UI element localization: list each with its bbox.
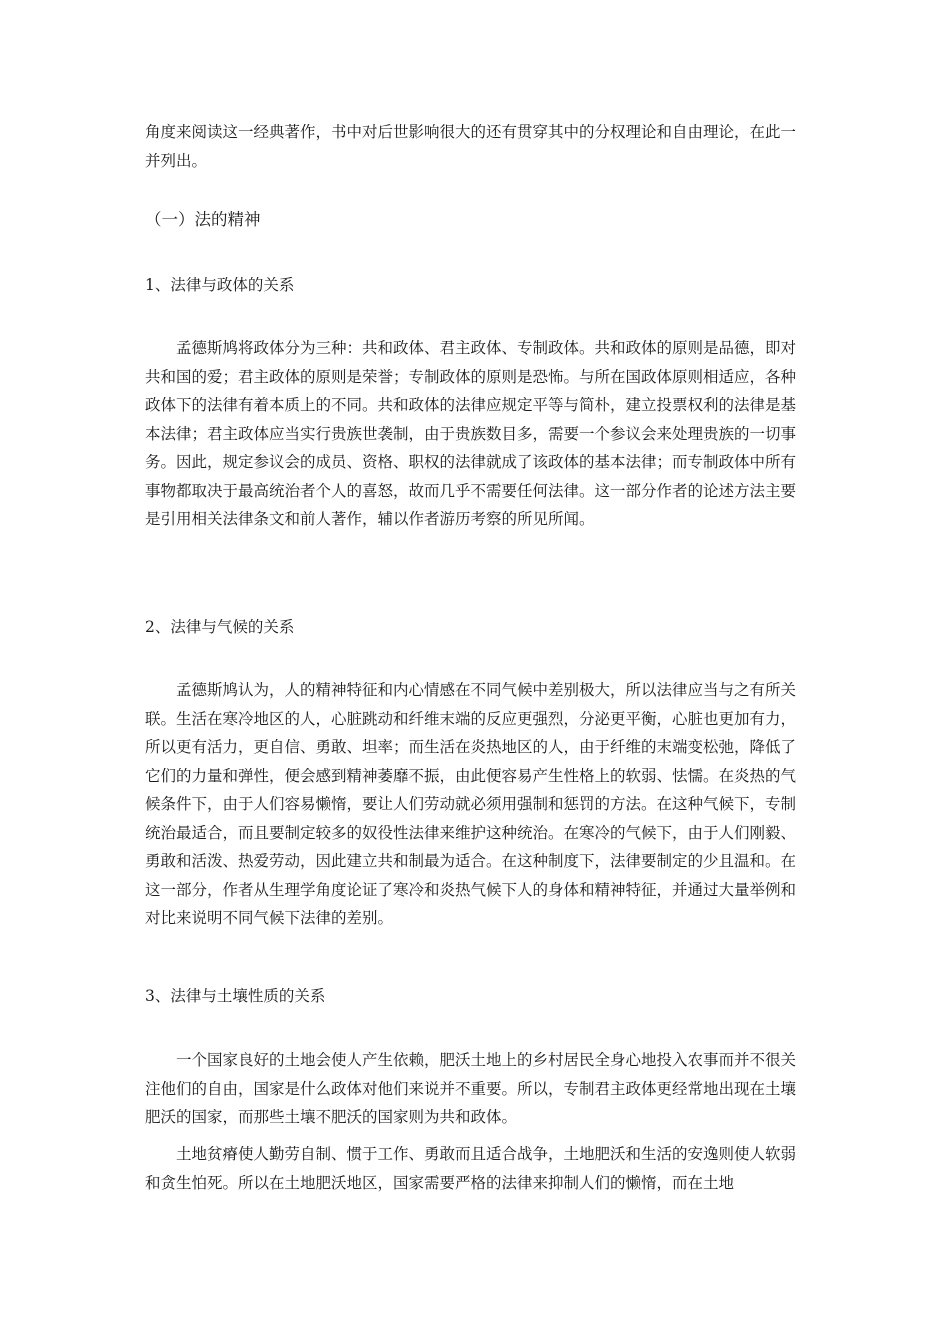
- subsection-heading-2: 2、法律与气候的关系: [145, 618, 295, 636]
- paragraph-climate: 孟德斯鸠认为，人的精神特征和内心情感在不同气候中差别极大，所以法律应当与之有所关联。生活在寒冷地区的人，心脏跳动和纤维末端的反应更强烈，分泌更平衡，心脏也更加有力，所以更有活力，更自信、勇敢、坦率；而生活在炎热地区的人，由于纤维的末端变松弛，降低了它们的力量和弹性，便会感到精神萎靡不振，由此便容易产生性格上的软弱、怯懦。在炎热的气候条件下，由于人们容易懒惰，要让人们劳动就必须用强制和惩罚的方法。在这种气候下，专制统治最适合，而且要制定较多的奴役性法律来维护这种统治。在寒冷的气候下，由于人们刚毅、勇敢和活泼、热爱劳动，因此建立共和制最为适合。在这种制度下，法律要制定的少且温和。在这一部分，作者从生理学角度论证了寒冷和炎热气候下人的身体和精神特征，并通过大量举例和对比来说明不同气候下法律的差别。: [145, 681, 797, 927]
- subsection-heading-3: 3、法律与土壤性质的关系: [145, 987, 326, 1005]
- subsection-heading-1: 1、法律与政体的关系: [145, 276, 295, 294]
- paragraph-soil-2: 土地贫瘠使人勤劳自制、惯于工作、勇敢而且适合战争，土地肥沃和生活的安逸则使人软弱和贪生怕死。所以在土地肥沃地区，国家需要严格的法律来抑制人们的懒惰，而在土地: [145, 1145, 797, 1192]
- section-heading: （一）法的精神: [145, 210, 261, 229]
- intro-paragraph: 角度来阅读这一经典著作，书中对后世影响很大的还有贯穿其中的分权理论和自由理论，在此一并列出。: [145, 123, 797, 170]
- paragraph-soil-1: 一个国家良好的土地会使人产生依赖，肥沃土地上的乡村居民全身心地投入农事而并不很关注他们的自由，国家是什么政体对他们来说并不重要。所以，专制君主政体更经常地出现在土壤肥沃的国家，而那些土壤不肥沃的国家则为共和政体。: [145, 1051, 797, 1126]
- paragraph-government: 孟德斯鸠将政体分为三种：共和政体、君主政体、专制政体。共和政体的原则是品德，即对共和国的爱；君主政体的原则是荣誉；专制政体的原则是恐怖。与所在国政体原则相适应，各种政体下的法律有着本质上的不同。共和政体的法律应规定平等与简朴，建立投票权利的法律是基本法律；君主政体应当实行贵族世袭制，由于贵族数目多，需要一个参议会来处理贵族的一切事务。因此，规定参议会的成员、资格、职权的法律就成了该政体的基本法律；而专制政体中所有事物都取决于最高统治者个人的喜怒，故而几乎不需要任何法律。这一部分作者的论述方法主要是引用相关法律条文和前人著作，辅以作者游历考察的所见所闻。: [145, 339, 797, 528]
